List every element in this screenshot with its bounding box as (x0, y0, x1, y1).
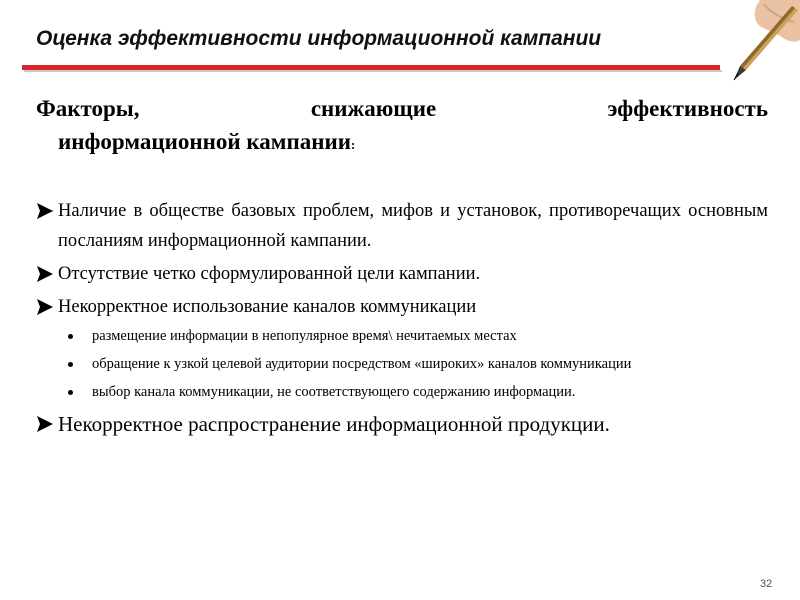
title-underline (22, 65, 722, 72)
list-item (36, 292, 768, 322)
list-item (36, 259, 768, 289)
sub-list-item (36, 381, 768, 403)
heading-line-2-text: информационной кампании (58, 129, 351, 154)
heading-line-1 (36, 92, 768, 125)
heading-word-2: снижающие (310, 96, 437, 121)
checkmark-arrow-icon (36, 263, 56, 283)
slide-title: Оценка эффективности информационной кампании (36, 27, 602, 50)
page-number: 32 (760, 578, 773, 590)
bullet-dot-icon (68, 390, 73, 395)
bullet-text: Отсутствие четко сформулированной цели кампании. (58, 264, 481, 284)
pen-icon (700, 0, 800, 84)
title-underline-shadow (24, 70, 722, 72)
slide-heading-block (36, 92, 768, 161)
bullet-text: Некорректное распространение информационной продукции. (58, 412, 610, 436)
heading-word-1: Факторы, (36, 96, 140, 121)
bullet-text: Некорректное использование каналов коммуникации (58, 297, 477, 317)
heading-colon: : (350, 137, 356, 152)
bullet-dot-icon (68, 362, 73, 367)
checkmark-arrow-icon (36, 200, 56, 220)
checkmark-arrow-icon (36, 413, 56, 433)
sub-list-item (36, 353, 768, 375)
bullet-list (36, 196, 768, 442)
slide-heading (36, 92, 768, 161)
sub-bullet-text: размещение информации в непопулярное время\ нечитаемых местах (92, 328, 517, 344)
heading-line-2 (36, 125, 768, 161)
checkmark-arrow-icon (36, 296, 56, 316)
sub-list-item (36, 325, 768, 347)
heading-word-3: эффективность (607, 96, 768, 121)
bullet-dot-icon (68, 334, 73, 339)
bullet-text: Наличие в обществе базовых проблем, мифов и установок, противоречащих основным посланиям информационной кампании. (58, 201, 768, 251)
list-item (36, 409, 768, 439)
list-item (36, 196, 768, 256)
sub-bullet-text: выбор канала коммуникации, не соответствующего содержанию информации. (92, 384, 576, 400)
sub-bullet-text: обращение к узкой целевой аудитории посредством «широких» каналов коммуникации (92, 356, 632, 372)
